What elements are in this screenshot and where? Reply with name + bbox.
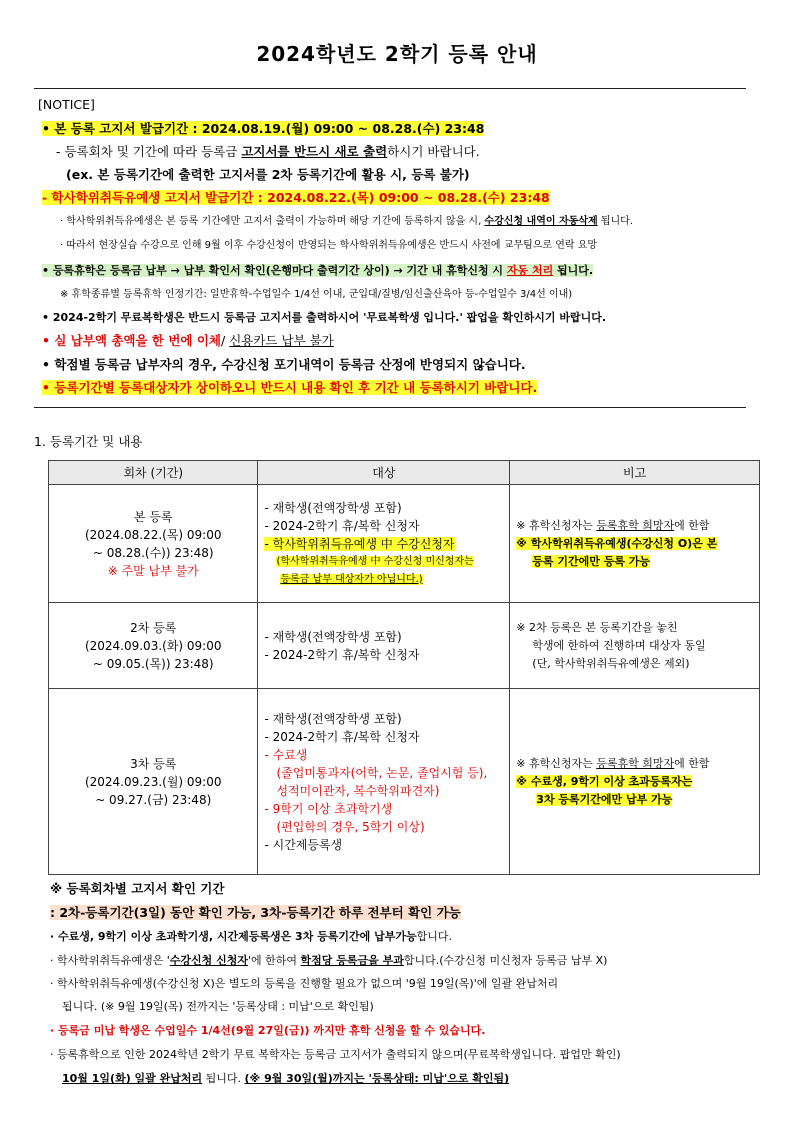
header-target: 대상 [258, 461, 510, 485]
notice-line-10: • 실 납부액 총액을 한 번에 이체/ 신용카드 납부 불가 [42, 333, 334, 348]
notice-line-8: ※ 휴학종류별 등록휴학 인정기간: 일반휴학-수업일수 1/4선 이내, 군입대/질병/임신출산육아 등-수업일수 3/4선 이내) [60, 289, 573, 300]
footer-line-3: · 수료생, 9학기 이상 초과학기생, 시간제등록생은 3차 등록기간에 납부가능합니다. [50, 930, 453, 943]
table-header-row [49, 461, 760, 485]
notice-issue-period: • 본 등록 고지서 발급기간 : 2024.08.19.(월) 09:00 ~ 08.28.(수) 23:48 [42, 121, 485, 136]
notice-line-3: (ex. 본 등록기간에 출력한 고지서를 2차 등록기간에 활용 시, 등록 불가) [66, 167, 470, 182]
notice-line-5: · 학사학위취득유예생은 본 등록 기간에만 고지서 출력이 가능하며 해당 기간에 등록하지 않을 시, 수강신청 내역이 자동삭제 됩니다. [60, 216, 633, 227]
notice-line-4: - 학사학위취득유예생 고지서 발급기간 : 2024.08.22.(목) 09:00 ~ 08.28.(수) 23:48 [42, 190, 550, 205]
round-cell: 3차 등록 (2024.09.23.(월) 09:00 ~ 09.27.(금) 23:48) [49, 689, 258, 875]
notice-line-9: • 2024-2학기 무료복학생은 반드시 등록금 고지서를 출력하시어 '무료복학생 입니다.' 팝업을 확인하시기 바랍니다. [42, 311, 606, 324]
note-cell: ※ 2차 등록은 본 등록기간을 놓친 학생에 한하여 진행하며 대상자 동일 (단, 학사학위취득유예생은 제외) [510, 603, 760, 689]
round-cell: 2차 등록 (2024.09.03.(화) 09:00 ~ 09.05.(목)) 23:48) [49, 603, 258, 689]
target-cell: - 재학생(전액장학생 포함) - 2024-2학기 휴/복학 신청자 [258, 603, 510, 689]
table-row [49, 485, 760, 603]
footer-line-7: · 등록금 미납 학생은 수업일수 1/4선(9월 27일(금)) 까지만 휴학 신청을 할 수 있습니다. [50, 1024, 486, 1037]
section-heading: 1. 등록기간 및 내용 [34, 434, 143, 449]
footer-line-5: · 학사학위취득유예생(수강신청 X)은 별도의 등록을 진행할 필요가 없으며 '9월 19일(목)'에 일괄 완납처리 [50, 977, 559, 990]
table-row [49, 689, 760, 875]
footer-line-1: ※ 등록회차별 고지서 확인 기간 [50, 881, 225, 896]
footer-line-2: : 2차-등록기간(3일) 동안 확인 가능, 3차-등록기간 하루 전부터 확인 가능 [50, 905, 461, 920]
registration-table [48, 460, 760, 875]
notice-label: [NOTICE] [38, 97, 95, 112]
notice-line-6: · 따라서 현장실습 수강으로 인해 9월 이후 수강신청이 반영되는 학사학위취득유예생은 반드시 사전에 교무팀으로 연락 요망 [60, 240, 598, 251]
bottom-divider [34, 407, 746, 408]
footer-line-6: 됩니다. (※ 9월 19일(목) 전까지는 '등록상태 : 미납'으로 확인됨) [62, 1000, 374, 1013]
notice-line-1 [42, 120, 484, 138]
footer-line-8: · 등록휴학으로 인한 2024학년 2학기 무료 복학자는 등록금 고지서가 출력되지 않으며(무료복학생입니다. 팝업만 확인) [50, 1048, 621, 1061]
notice-line-11: • 학점별 등록금 납부자의 경우, 수강신청 포기내역이 등록금 산정에 반영되지 않습니다. [42, 357, 526, 372]
notice-line-7: • 등록휴학은 등록금 납부 → 납부 확인서 확인(은행마다 출력기간 상이) → 기간 내 휴학신청 시 자동 처리 됩니다. [42, 264, 594, 277]
target-cell: - 재학생(전액장학생 포함) - 2024-2학기 휴/복학 신청자 - 학사학위취득유예생 中 수강신청자 (학사학위취득유예생 中 수강신청 미신청자는 등록금 납부 대상자가 아닙니다.) [258, 485, 510, 603]
header-round: 회차 (기간) [49, 461, 258, 485]
footer-line-9: 10월 1일(화) 일괄 완납처리 됩니다. (※ 9월 30일(월)까지는 '등록상태: 미납'으로 확인됨) [62, 1072, 510, 1085]
notice-line-12: • 등록기간별 등록대상자가 상이하오니 반드시 내용 확인 후 기간 내 등록하시기 바랍니다. [42, 380, 538, 395]
table-row [49, 603, 760, 689]
page-title: 2024학년도 2학기 등록 안내 [256, 42, 538, 66]
notice-line-2: - 등록회차 및 기간에 따라 등록금 고지서를 반드시 새로 출력하시기 바랍니다. [56, 144, 480, 159]
target-cell: - 재학생(전액장학생 포함) - 2024-2학기 휴/복학 신청자 - 수료생 (졸업미통과자(어학, 논문, 졸업시험 등), 성적미이관자, 복수학위파견자) - 9학기 이상 초과학기생 (편입학의 경우, 5학기 이상) - 시간제등록생 [258, 689, 510, 875]
note-cell: ※ 휴학신청자는 등록휴학 희망자에 한함 ※ 수료생, 9학기 이상 초과등록자는 3차 등록기간에만 납부 가능 [510, 689, 760, 875]
top-divider [34, 88, 746, 89]
header-note: 비고 [510, 461, 760, 485]
note-cell: ※ 휴학신청자는 등록휴학 희망자에 한함 ※ 학사학위취득유예생(수강신청 O)은 본 등록 기간에만 등록 가능 [510, 485, 760, 603]
round-cell: 본 등록 (2024.08.22.(목) 09:00 ~ 08.28.(수)) 23:48) ※ 주말 납부 불가 [49, 485, 258, 603]
footer-line-4: · 학사학위취득유예생은 '수강신청 신청자'에 한하여 학점당 등록금을 부과합니다.(수강신청 미신청자 등록금 납부 X) [50, 954, 608, 967]
